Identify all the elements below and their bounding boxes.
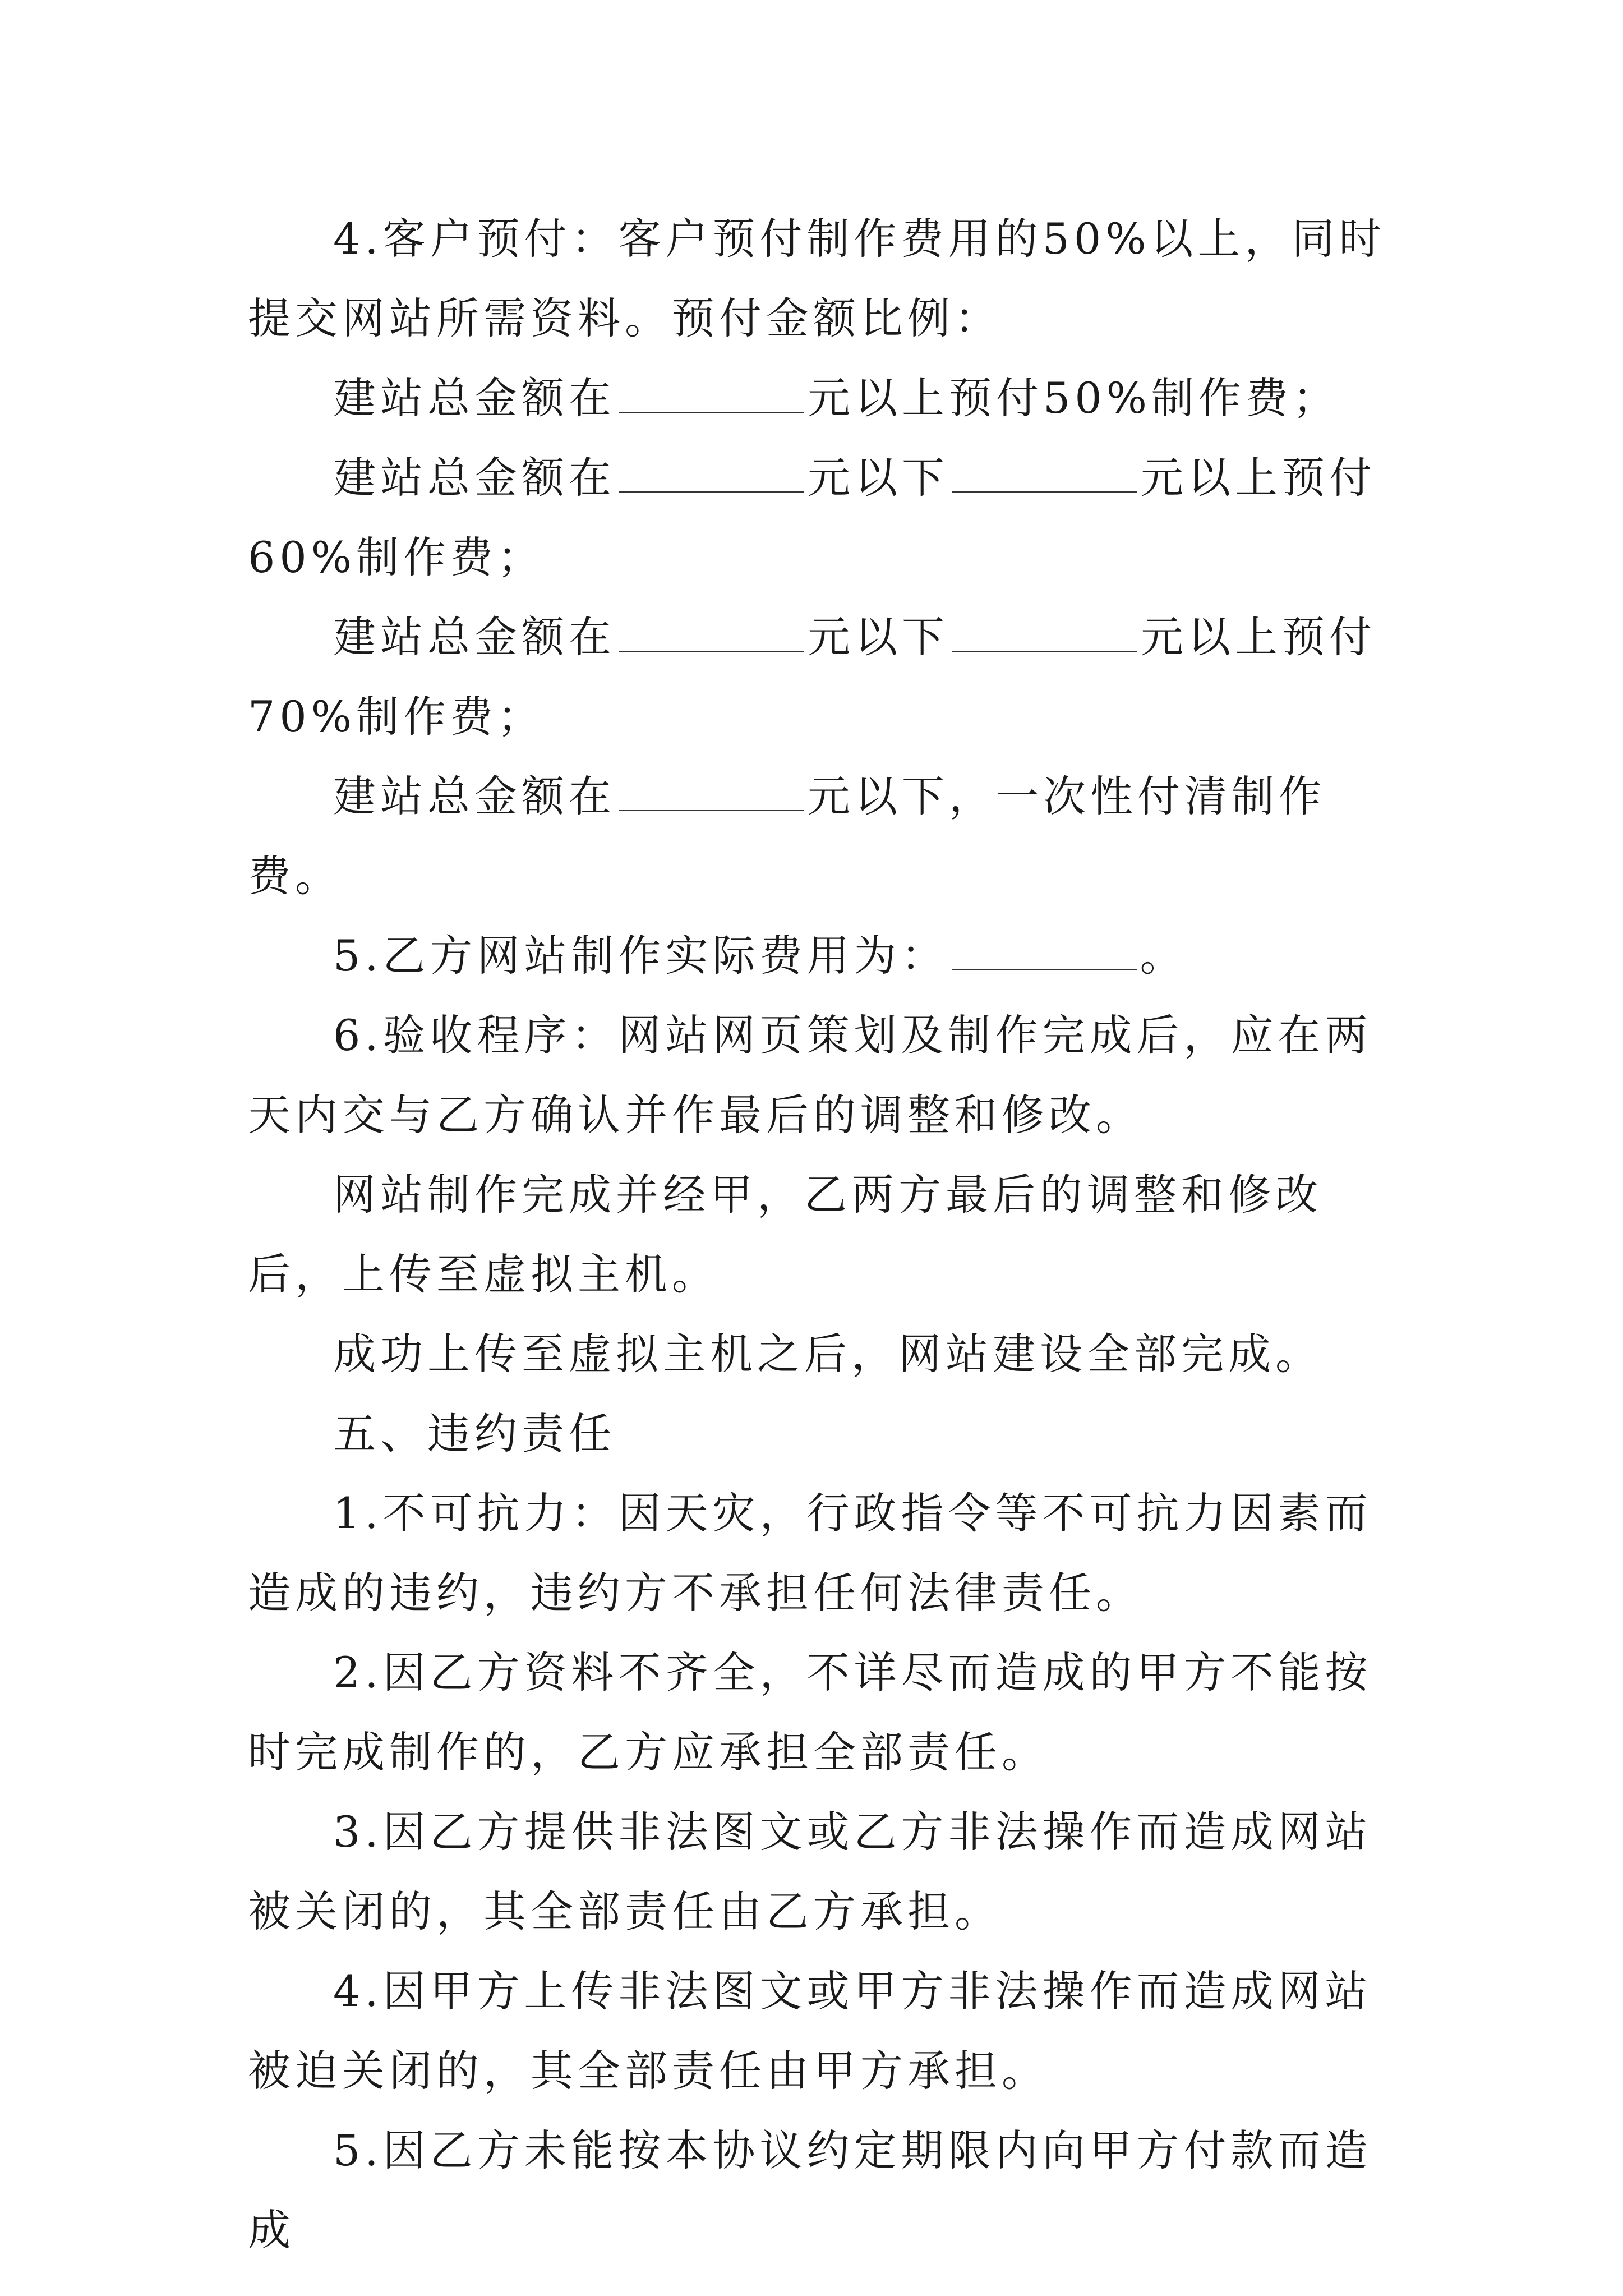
paragraph-text: 5.因乙方未能按本协议约定期限内向甲方付款而造成 [248, 2125, 1372, 2255]
paragraph-text: 建站总金额在 [333, 612, 616, 662]
paragraph-text: 建站总金额在 [333, 373, 616, 423]
paragraph-p8 [248, 1155, 1392, 1314]
paragraph-text: 元以上预付70%制作费； [248, 612, 1376, 742]
paragraph-text: 元以上预付50%制作费； [808, 373, 1340, 423]
paragraph-p14 [248, 1952, 1392, 2111]
fill-in-blank[interactable] [952, 615, 1137, 652]
fill-in-blank[interactable] [619, 455, 804, 493]
paragraph-p12 [248, 1633, 1392, 1792]
paragraph-text: 网站制作完成并经甲，乙两方最后的调整和修改后，上传至虚拟主机。 [248, 1170, 1322, 1299]
document-body [248, 199, 1392, 2270]
paragraph-text: 建站总金额在 [333, 453, 616, 503]
fill-in-blank[interactable] [619, 376, 804, 413]
paragraph-text: 1.不可抗力：因天灾，行政指令等不可抗力因素而造成的违约，违约方不承担任何法律责任。 [248, 1488, 1372, 1618]
fill-in-blank[interactable] [952, 455, 1137, 493]
paragraph-text: 3.因乙方提供非法图文或乙方非法操作而造成网站被关闭的，其全部责任由乙方承担。 [248, 1807, 1372, 1936]
paragraph-text: 元以下，一次性付清制作费。 [248, 771, 1326, 901]
paragraph-text: 元以下 [808, 453, 949, 503]
paragraph-p10 [248, 1394, 1392, 1474]
paragraph-p9 [248, 1314, 1392, 1394]
paragraph-p15 [248, 2111, 1392, 2270]
paragraph-text: 元以上预付60%制作费； [248, 453, 1376, 582]
paragraph-p1 [248, 199, 1392, 358]
paragraph-text: 6.验收程序：网站网页策划及制作完成后，应在两天内交与乙方确认并作最后的调整和修改。 [248, 1010, 1372, 1140]
paragraph-text: 五、违约责任 [333, 1409, 616, 1458]
fill-in-blank[interactable] [619, 615, 804, 652]
paragraph-p3 [248, 438, 1392, 597]
paragraph-text: 4.因甲方上传非法图文或甲方非法操作而造成网站被迫关闭的，其全部责任由甲方承担。 [248, 1966, 1372, 2096]
paragraph-p4 [248, 597, 1392, 757]
paragraph-text: 成功上传至虚拟主机之后，网站建设全部完成。 [333, 1329, 1322, 1379]
paragraph-p5 [248, 757, 1392, 916]
paragraph-text: 元以下 [808, 612, 949, 662]
paragraph-text: 。 [1140, 931, 1187, 981]
paragraph-p2 [248, 358, 1392, 438]
paragraph-text: 建站总金额在 [333, 771, 616, 821]
paragraph-p7 [248, 996, 1392, 1155]
paragraph-text: 4.客户预付：客户预付制作费用的50%以上，同时提交网站所需资料。预付金额比例： [248, 214, 1386, 343]
paragraph-text: 2.因乙方资料不齐全，不详尽而造成的甲方不能按时完成制作的，乙方应承担全部责任。 [248, 1648, 1372, 1777]
paragraph-text: 5.乙方网站制作实际费用为： [333, 931, 948, 981]
paragraph-p13 [248, 1792, 1392, 1952]
paragraph-p6 [248, 916, 1392, 996]
paragraph-p11 [248, 1474, 1392, 1633]
fill-in-blank[interactable] [619, 774, 804, 811]
fill-in-blank[interactable] [952, 933, 1137, 970]
